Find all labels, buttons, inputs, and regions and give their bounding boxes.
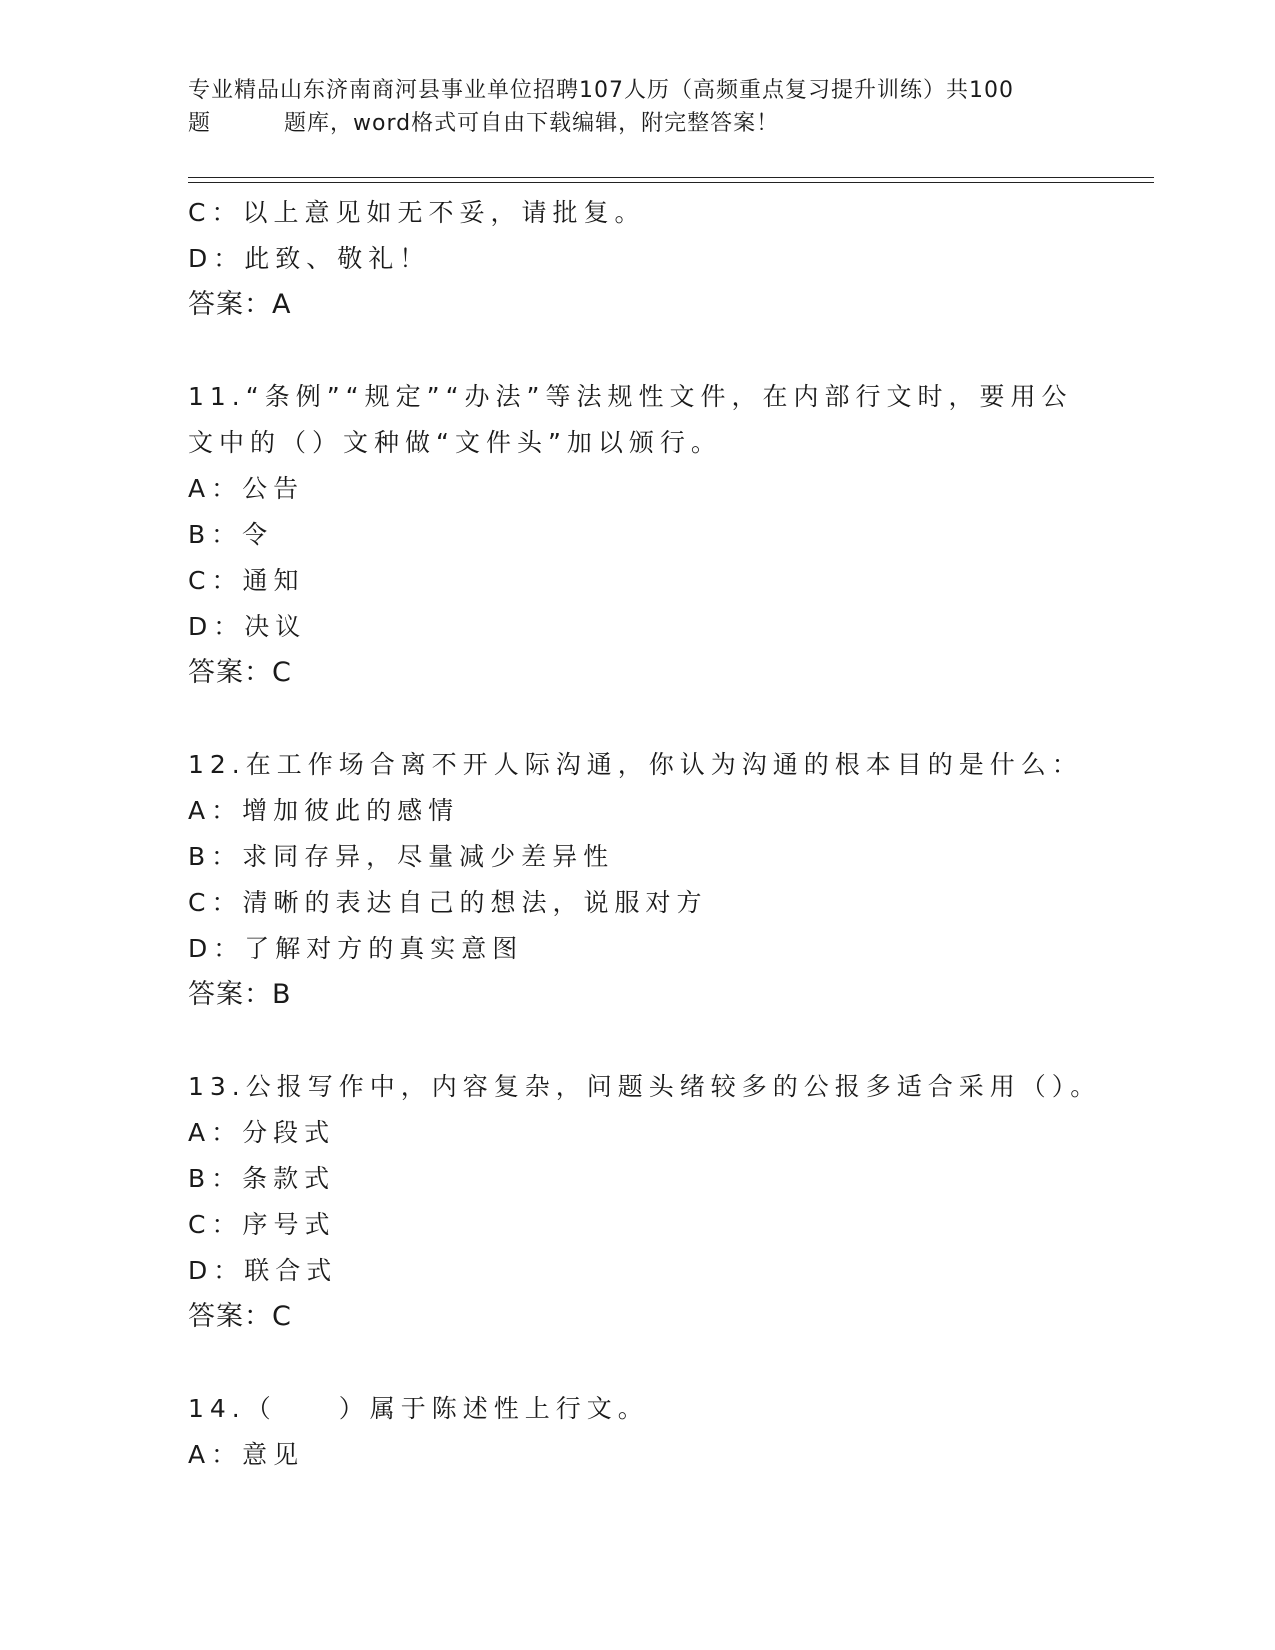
header-line2-rest: 题库，word格式可自由下载编辑，附完整答案！ — [284, 111, 780, 136]
question-list — [188, 190, 1102, 1478]
spacer — [188, 328, 1088, 374]
q13-option-b: B：条款式 — [188, 1164, 336, 1193]
q12-option-b: B：求同存异，尽量减少差异性 — [188, 842, 615, 871]
q13-option-a: A：分段式 — [188, 1118, 336, 1147]
q10-option-c: C：以上意见如无不妥，请批复。 — [188, 198, 646, 227]
q11-option-c: C：通知 — [188, 566, 305, 595]
document-header — [188, 74, 1148, 140]
q12-answer: 答案：B — [188, 979, 292, 1010]
q13-option-d: D：联合式 — [188, 1256, 338, 1285]
spacer — [188, 1340, 1088, 1386]
q14-stem: 14.（ ）属于陈述性上行文。 — [188, 1394, 649, 1423]
spacer — [188, 1018, 1088, 1064]
spacer — [188, 696, 1088, 742]
header-divider-bottom — [188, 182, 1154, 183]
q12-option-c: C：清晰的表达自己的想法，说服对方 — [188, 888, 708, 917]
q11-stem-line1: 11.“条例”“规定”“办法”等法规性文件，在内部行文时，要用公 — [188, 382, 1073, 411]
q12-option-a: A：增加彼此的感情 — [188, 796, 460, 825]
q12-stem: 12.在工作场合离不开人际沟通，你认为沟通的根本目的是什么： — [188, 750, 1083, 779]
q11-option-d: D：决议 — [188, 612, 307, 641]
header-divider-top — [188, 177, 1154, 178]
header-title-line1: 专业精品山东济南商河县事业单位招聘107人历（高频重点复习提升训练）共100 — [188, 78, 1014, 103]
q11-answer: 答案：C — [188, 657, 292, 688]
q10-answer: 答案：A — [188, 289, 292, 320]
header-title-line2 — [188, 107, 1148, 140]
q11-option-a: A：公告 — [188, 474, 305, 503]
q12-option-d: D：了解对方的真实意图 — [188, 934, 524, 963]
q11-option-b: B：令 — [188, 520, 274, 549]
q14-option-a: A：意见 — [188, 1440, 305, 1469]
q11-stem-line2: 文中的（）文种做“文件头”加以颁行。 — [188, 428, 722, 457]
q13-stem: 13.公报写作中，内容复杂，问题头绪较多的公报多适合采用（）。 — [188, 1072, 1102, 1101]
q10-option-d: D：此致、敬礼！ — [188, 244, 431, 273]
q13-answer: 答案：C — [188, 1301, 292, 1332]
header-line2-lead: 题 — [188, 111, 212, 136]
q13-option-c: C：序号式 — [188, 1210, 336, 1239]
